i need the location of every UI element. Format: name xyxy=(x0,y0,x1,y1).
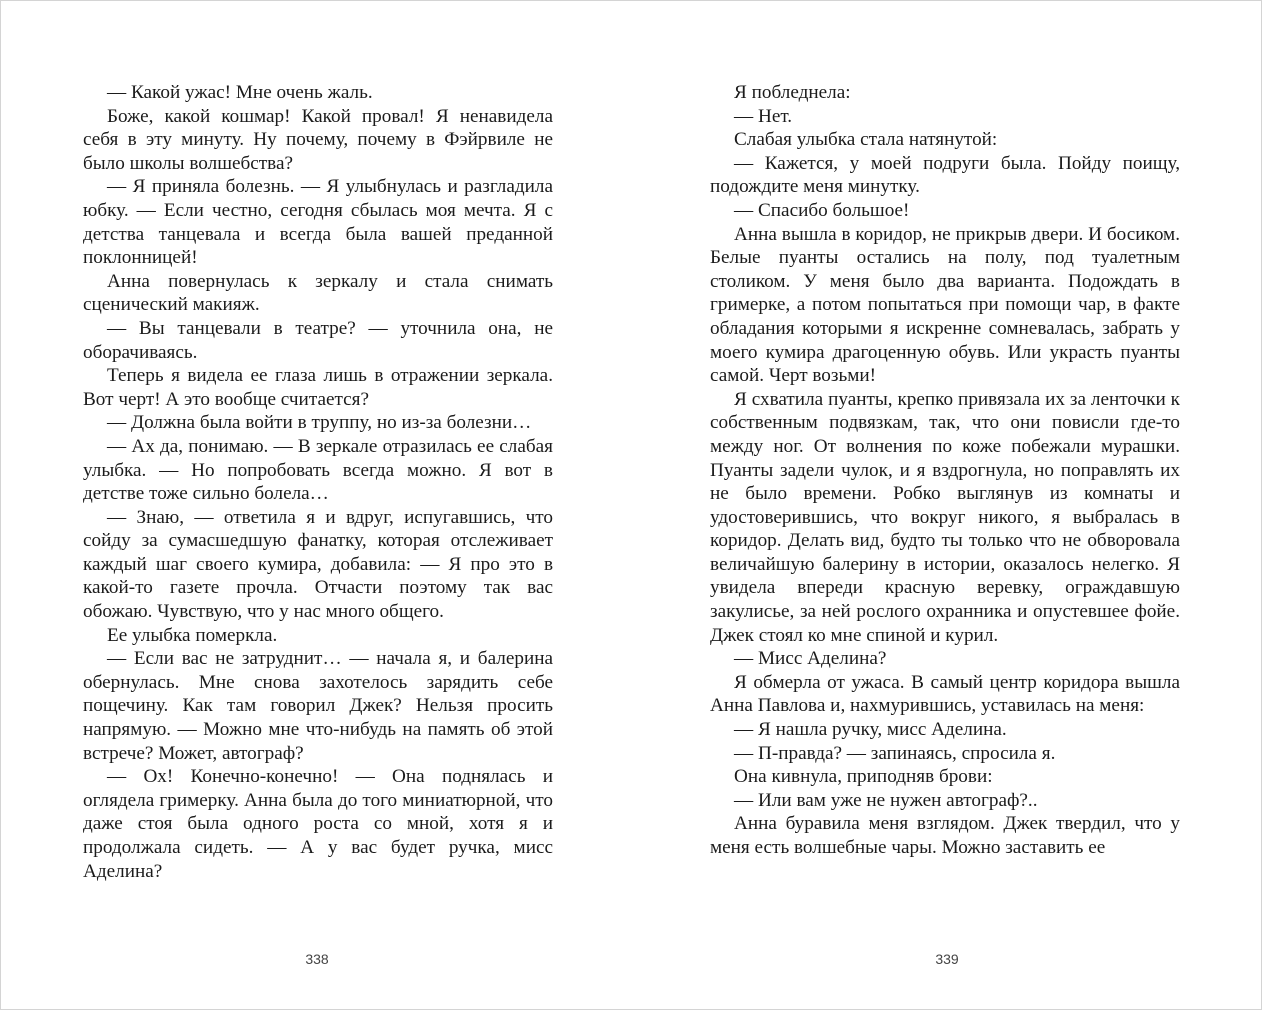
page-number-left: 338 xyxy=(305,951,329,967)
paragraph: — Я приняла болезнь. — Я улыбнулась и разгладила юбку. — Если честно, сегодня сбылась моя мечта. Я с детства танцевала и всегда была вашей преданной поклонницей! xyxy=(83,176,553,269)
paragraph: — Мисс Аделина? xyxy=(734,648,887,670)
paragraph: — Спасибо большое! xyxy=(734,199,910,221)
paragraph: — Знаю, — ответила я и вдруг, испугавшись, что сойду за сумасшедшую фанатку, которая отслеживает каждый шаг своего кумира, добавила: — Я про это в какой-то газете прочла. Отчасти поэтому так вас обожаю. Чувствую, что у нас много общего. xyxy=(83,506,553,623)
paragraph: — Или вам уже не нужен автограф?.. xyxy=(734,789,1038,811)
paragraph: Теперь я видела ее глаза лишь в отражении зеркала. Вот черт! А это вообще считается? xyxy=(83,365,553,410)
paragraph: — Если вас не затруднит… — начала я, и балерина обернулась. Мне снова захотелось зарядить себе пощечину. Как там говорил Джек? Нельзя просить напрямую. — Можно мне что-нибудь на память об этой встрече? Может, автограф? xyxy=(83,648,553,764)
paragraph: — П-правда? — запинаясь, спросила я. xyxy=(734,742,1056,764)
right-page-text xyxy=(710,81,1180,860)
paragraph: — Ох! Конечно-конечно! — Она поднялась и оглядела гримерку. Анна была до того миниатюрной, что даже стоя была одного роста со мной, хотя я и продолжала сидеть. — А у вас будет ручка, мисс Аделина? xyxy=(83,766,553,882)
paragraph: — Нет. xyxy=(734,105,793,127)
page-number-right: 339 xyxy=(935,951,959,967)
paragraph: — Вы танцевали в театре? — уточнила она, не оборачиваясь. xyxy=(83,317,553,363)
paragraph: Я схватила пуанты, крепко привязала их за ленточки к собственным подвязкам, так, что они повисли где-то между ног. От волнения по коже побежали мурашки. Пуанты задели чулок, и я вздрогнула, но поправлять их не было времени. Робко выглянув из комнаты и удостоверившись, что вокруг никого, я выбралась в коридор. Делать вид, будто ты только что не обворовала величайшую балерину в истории, оказалось нелегко. Я увидела впереди красную веревку, ограждавшую закулисье, за ней рослого охранника и опустевшее фойе. Джек стоял ко мне спиной и курил. xyxy=(710,388,1180,646)
paragraph: — Кажется, у моей подруги была. Пойду поищу, подождите меня минутку. xyxy=(710,152,1180,198)
paragraph: Я обмерла от ужаса. В самый центр коридора вышла Анна Павлова и, нахмурившись, уставилась на меня: xyxy=(710,671,1180,717)
paragraph: — Какой ужас! Мне очень жаль. xyxy=(107,82,373,103)
left-page-text xyxy=(83,81,553,883)
paragraph: — Ах да, понимаю. — В зеркале отразилась ее слабая улыбка. — Но попробовать всегда можно. Я вот в детстве тоже сильно болела… xyxy=(83,435,553,505)
paragraph: — Я нашла ручку, мисс Аделина. xyxy=(734,719,1007,741)
paragraph: Слабая улыбка стала натянутой: xyxy=(734,129,998,151)
paragraph: Анна вышла в коридор, не прикрыв двери. И босиком. Белые пуанты остались на полу, под туалетным столиком. У меня было два варианта. Подождать в гримерке, а потом попытаться при помощи чар, в факте обладания которыми я искренне сомневалась, забрать у моего кумира драгоценную обувь. Или украсть пуанты самой. Черт возьми! xyxy=(710,223,1180,387)
paragraph: Ее улыбка померкла. xyxy=(107,624,278,646)
paragraph: — Должна была войти в труппу, но из-за болезни… xyxy=(107,412,532,434)
paragraph: Анна повернулась к зеркалу и стала снимать сценический макияж. xyxy=(83,270,553,316)
paragraph: Она кивнула, приподняв брови: xyxy=(734,766,993,788)
paragraph: Боже, какой кошмар! Какой провал! Я ненавидела себя в эту минуту. Ну почему, почему в Фэйрвиле не было школы волшебства? xyxy=(83,105,553,174)
paragraph: Анна буравила меня взглядом. Джек твердил, что у меня есть волшебные чары. Можно заставить ее xyxy=(710,813,1180,858)
paragraph: Я побледнела: xyxy=(734,82,851,103)
